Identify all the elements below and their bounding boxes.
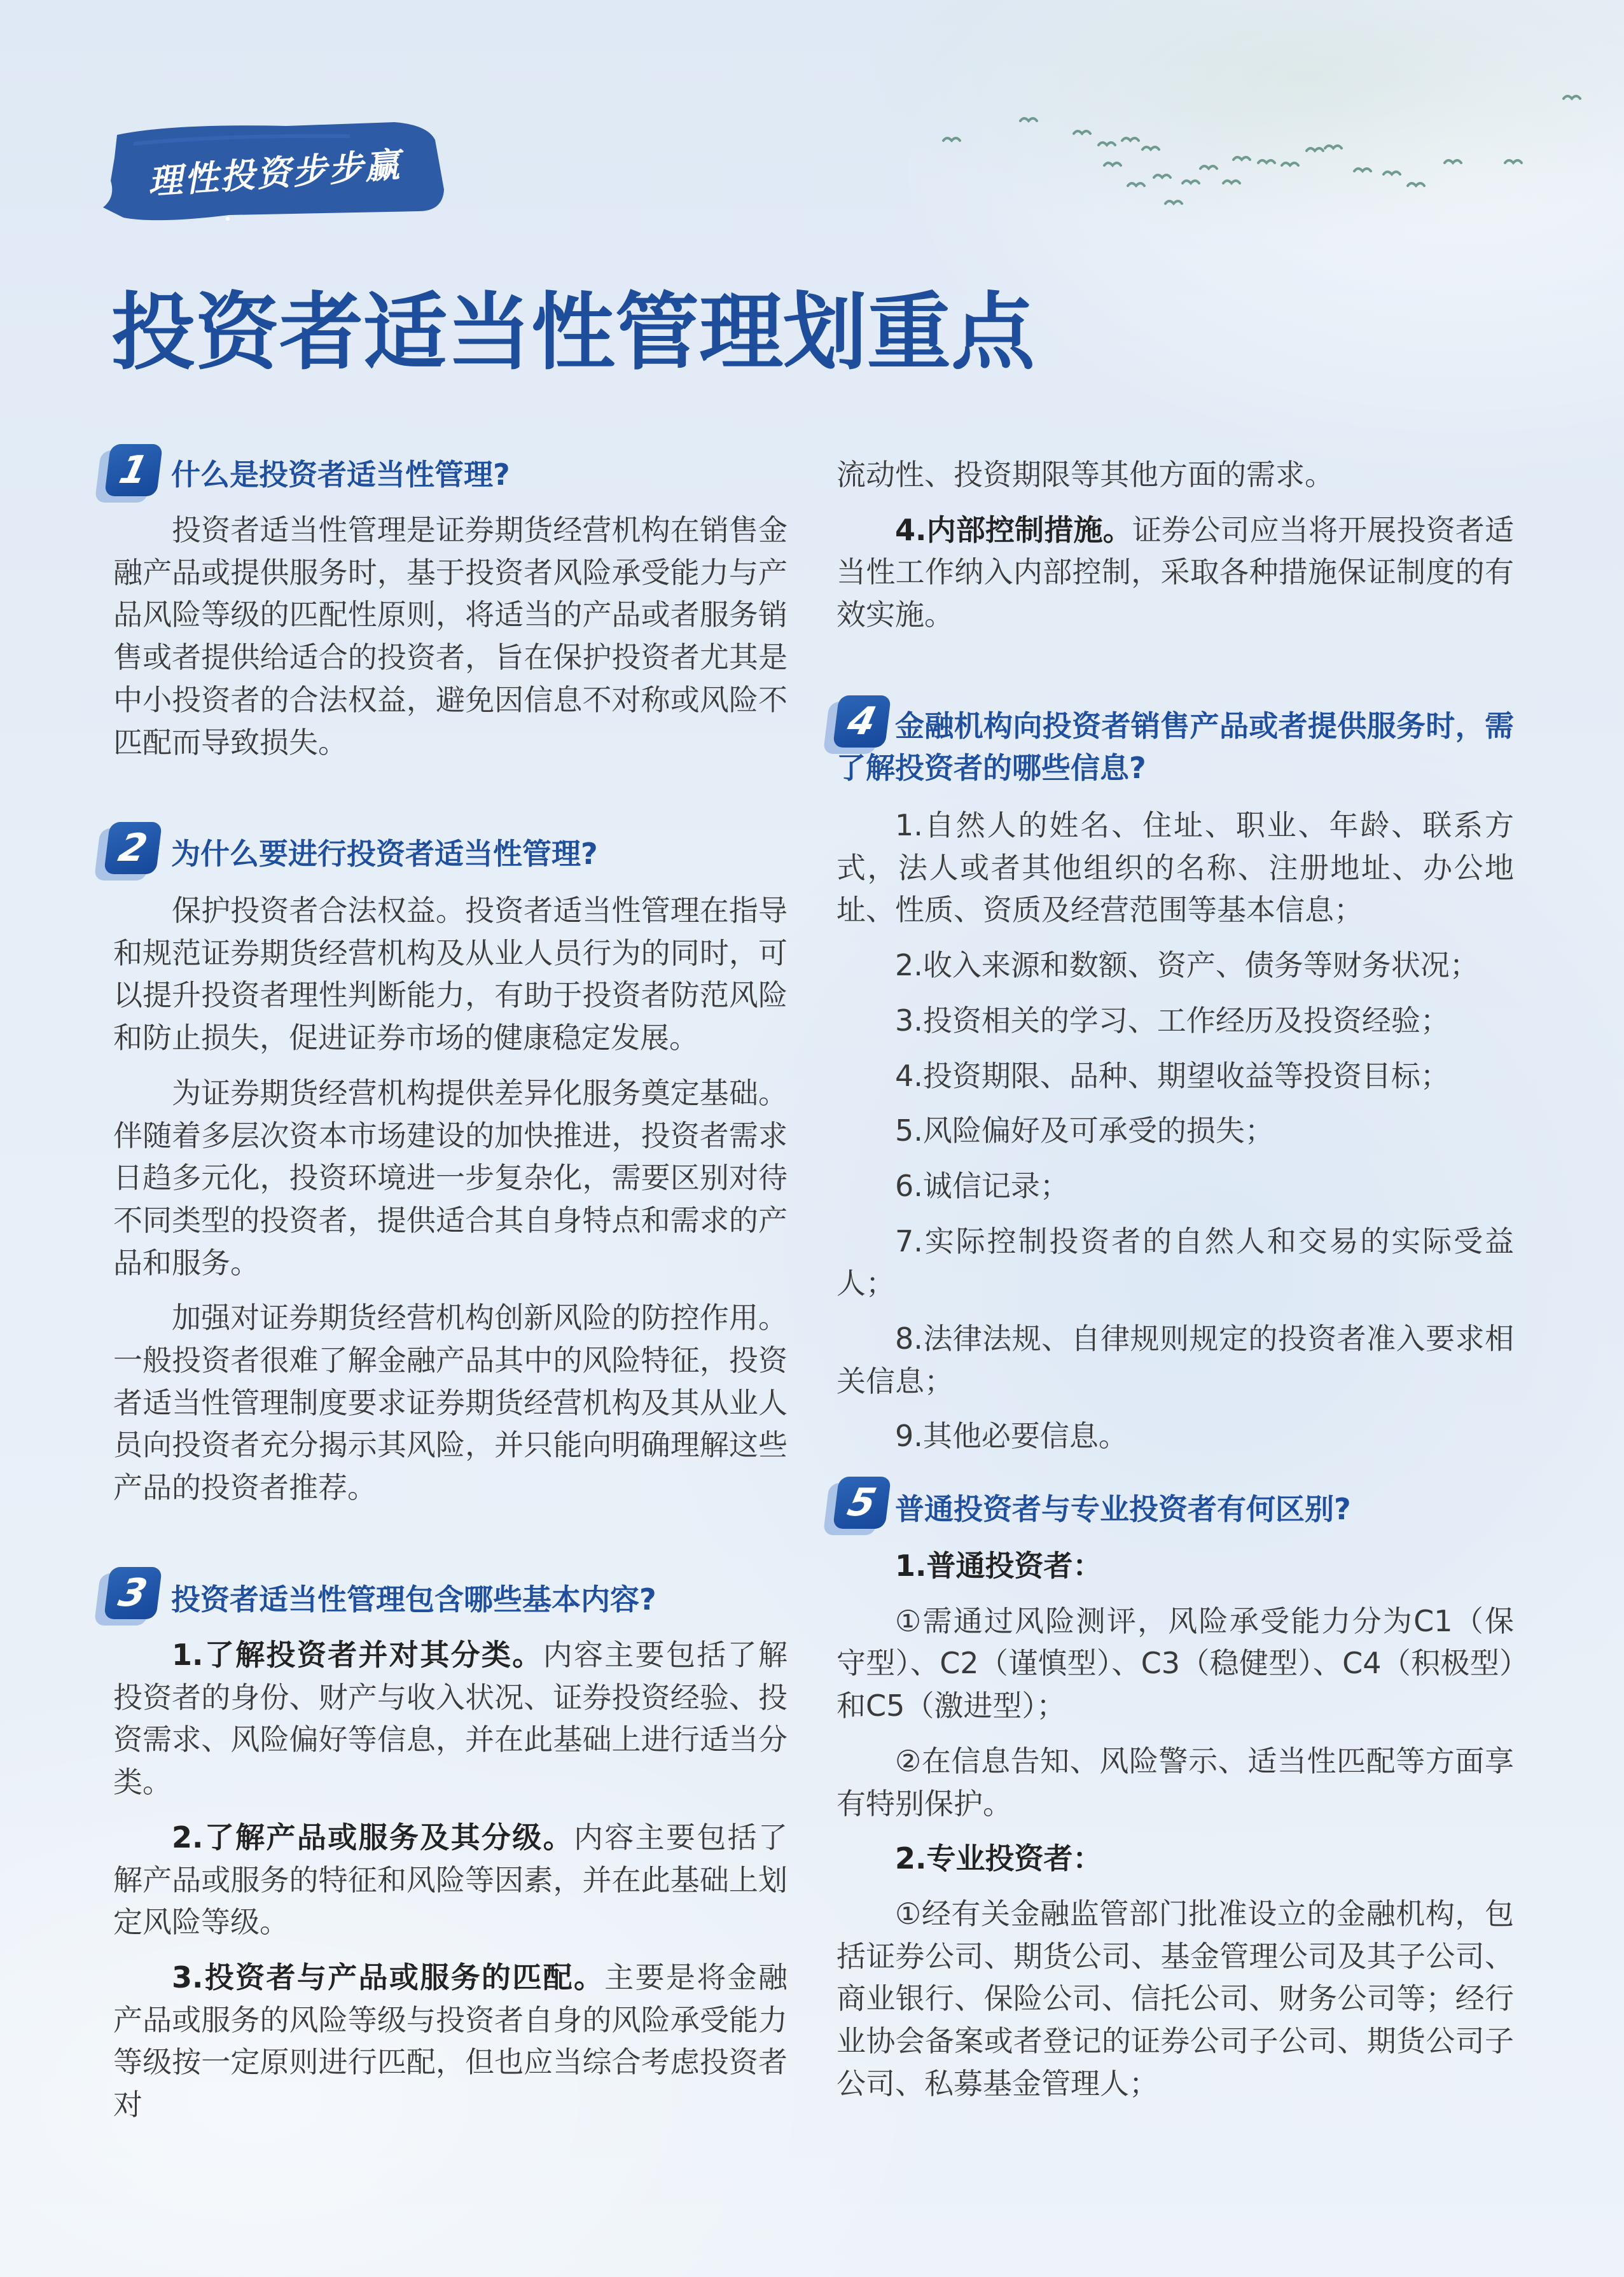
- list-item: ①经有关金融监管部门批准设立的金融机构，包括证券公司、期货公司、基金管理公司及其子公司、商业银行、保险公司、信托公司、财务公司等；经行业协会备案或者登记的证券公司子公司、期货公司子公司、私募基金管理人；: [836, 1896, 1514, 2101]
- list-item: 9.其他必要信息。: [895, 1419, 1128, 1454]
- section-body: [113, 509, 788, 776]
- section-number: 2: [115, 826, 151, 870]
- paragraph: 保护投资者合法权益。投资者适当性管理在指导和规范证券期货经营机构及从业人员行为的同时，可以提升投资者理性判断能力，有助于投资者防范风险和防止损失，促进证券市场的健康稳定发展。: [113, 893, 788, 1055]
- paragraph: 加强对证券期货经营机构创新风险的防控作用。一般投资者很难了解金融产品其中的风险特征，投资者适当性管理制度要求证券期货经营机构及其从业人员向投资者充分揭示其风险，并只能向明确理解这些产品的投资者推荐。: [113, 1300, 788, 1505]
- list-item: 4.投资期限、品种、期望收益等投资目标；: [895, 1058, 1450, 1093]
- section-number: 1: [115, 448, 152, 492]
- section-heading: 普通投资者与专业投资者有何区别?: [895, 1492, 1351, 1526]
- list-item: [113, 1634, 788, 1804]
- list-item: [113, 1816, 788, 1944]
- section-number: 3: [115, 1571, 151, 1615]
- list-item: 3.投资相关的学习、工作经历及投资经验；: [895, 1003, 1450, 1038]
- list-item: 1.自然人的姓名、住址、职业、年龄、联系方式，法人或者其他组织的名称、注册地址、办公地址、性质、资质及经营范围等基本信息；: [836, 808, 1514, 928]
- item-text: 证券公司应当将开展投资者适当性工作纳入内部控制，采取各种措施保证制度的有效实施。: [836, 512, 1514, 632]
- item-text: 主要是将金融产品或服务的风险等级与投资者自身的风险承受能力等级按一定原则进行匹配，但也应当综合考虑投资者对: [113, 1960, 788, 2122]
- brand-badge: [95, 118, 452, 230]
- section-body-continued: [836, 454, 1514, 649]
- brand-slogan: 理性投资步步赢: [146, 144, 403, 202]
- section-body: [113, 1634, 788, 2139]
- item-lead: 4.内部控制措施。: [895, 512, 1132, 547]
- section-body: [113, 889, 788, 1522]
- section-number: 5: [843, 1480, 880, 1525]
- list-item: 8.法律法规、自律规则规定的投资者准入要求相关信息；: [836, 1321, 1514, 1398]
- group-label-professional-investor: 2.专业投资者：: [895, 1841, 1102, 1876]
- section-heading: 金融机构向投资者销售产品或者提供服务时，需了解投资者的哪些信息?: [836, 709, 1514, 785]
- section-heading: 投资者适当性管理包含哪些基本内容?: [171, 1582, 656, 1617]
- list-item: [113, 1956, 788, 2126]
- item-lead: 3.投资者与产品或服务的匹配。: [172, 1960, 605, 1995]
- list-item: [836, 509, 1514, 636]
- list-item: 2.收入来源和数额、资产、债务等财务状况；: [895, 948, 1479, 983]
- item-text: 内容主要包括了解产品或服务的特征和风险等因素，并在此基础上划定风险等级。: [113, 1820, 788, 1940]
- section-heading: 什么是投资者适当性管理?: [171, 457, 510, 492]
- section-body: [836, 1545, 1514, 2117]
- section-number: 4: [843, 699, 880, 744]
- list-item: ②在信息告知、风险警示、适当性匹配等方面享有特别保护。: [836, 1743, 1514, 1821]
- page-title: 投资者适当性管理划重点: [111, 284, 1035, 382]
- paragraph: 为证券期货经营机构提供差异化服务奠定基础。伴随着多层次资本市场建设的加快推进，投资者需求日趋多元化，投资环境进一步复杂化，需要区别对待不同类型的投资者，提供适合其自身特点和需求的产品和服务。: [113, 1075, 788, 1280]
- section-heading: 为什么要进行投资者适当性管理?: [171, 837, 598, 871]
- section-number-badge: [833, 1477, 891, 1529]
- section-number-badge: [104, 444, 163, 496]
- paragraph-continued: 流动性、投资期限等其他方面的需求。: [836, 457, 1334, 492]
- list-item: 6.诚信记录；: [895, 1168, 1069, 1203]
- item-lead: 2.了解产品或服务及其分级。: [172, 1820, 574, 1855]
- list-item: ①需通过风险测评，风险承受能力分为C1（保守型）、C2（谨慎型）、C3（稳健型）、C4（积极型）和C5（激进型）；: [836, 1603, 1514, 1723]
- section-number-badge: [104, 1567, 162, 1619]
- section-body: [836, 804, 1514, 1470]
- item-text: 内容主要包括了解投资者的身份、财产与收入状况、证券投资经验、投资需求、风险偏好等信息，并在此基础上进行适当分类。: [113, 1638, 788, 1800]
- list-item: 5.风险偏好及可承受的损失；: [895, 1113, 1274, 1148]
- group-label-ordinary-investor: 1.普通投资者：: [895, 1549, 1102, 1583]
- list-item: 7.实际控制投资者的自然人和交易的实际受益人；: [836, 1223, 1514, 1301]
- paragraph: 投资者适当性管理是证券期货经营机构在销售金融产品或提供服务时，基于投资者风险承受能力与产品风险等级的匹配性原则，将适当的产品或者服务销售或者提供给适合的投资者，旨在保护投资者尤其是中小投资者的合法权益，避免因信息不对称或风险不匹配而导致损失。: [113, 513, 788, 760]
- item-lead: 1.了解投资者并对其分类。: [172, 1638, 543, 1672]
- section-number-badge: [104, 822, 162, 874]
